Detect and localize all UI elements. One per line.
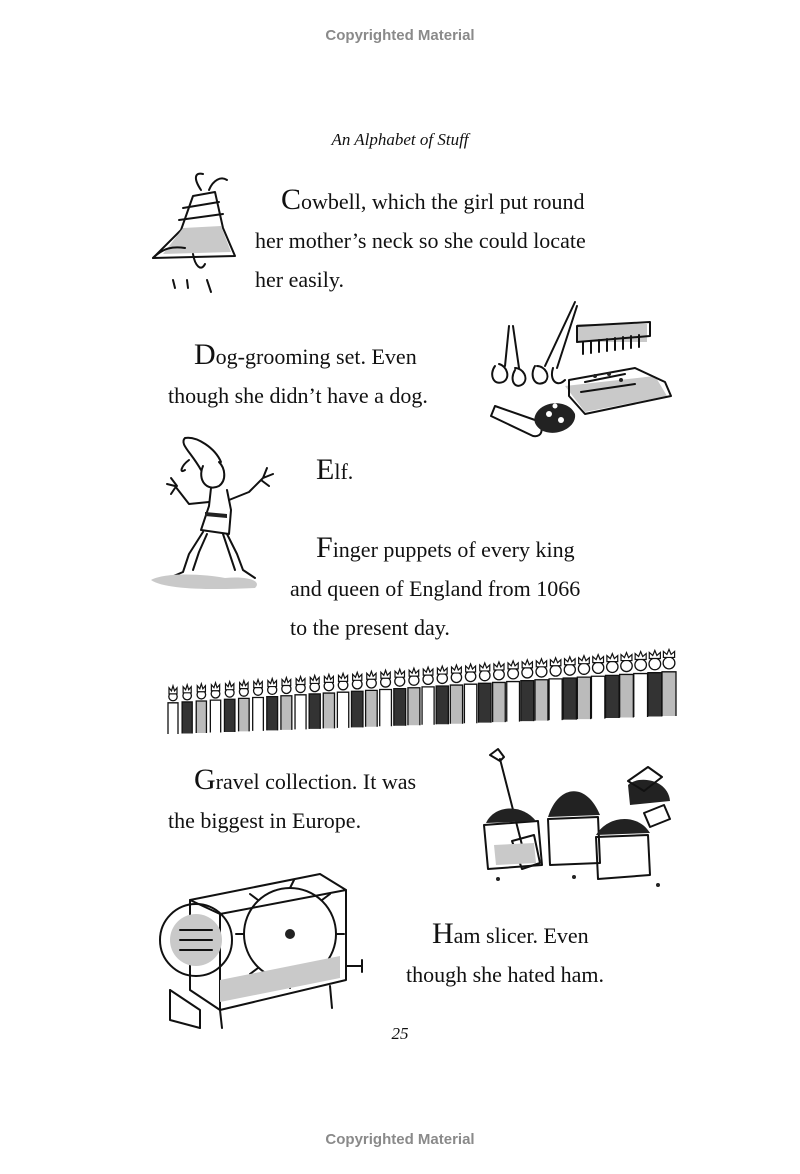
running-head: An Alphabet of Stuff	[331, 130, 469, 149]
page-number: 25	[391, 1024, 409, 1043]
puppet-figure	[380, 670, 392, 726]
puppet-figure	[422, 667, 434, 725]
gravel-collection-illustration	[478, 745, 678, 895]
dropcap-f: F	[316, 531, 333, 564]
puppet-figure	[450, 665, 462, 724]
puppet-figure	[210, 683, 220, 733]
puppet-figure	[224, 682, 234, 732]
puppet-figure	[620, 653, 634, 718]
entry-g: Gravel collection. It was the biggest in Europe.	[168, 763, 417, 833]
puppet-figure	[267, 679, 278, 731]
puppet-figure	[196, 684, 206, 733]
puppet-figure	[662, 649, 676, 716]
puppet-figure	[521, 660, 534, 721]
puppet-figure	[606, 654, 620, 718]
dropcap-e: E	[316, 453, 335, 486]
puppet-figure	[577, 656, 590, 719]
puppet-figure	[351, 672, 362, 727]
puppet-figure	[408, 668, 420, 725]
ham-slicer-illustration	[150, 870, 370, 1030]
finger-puppets-illustration	[165, 628, 680, 743]
dropcap-c: C	[281, 183, 302, 216]
entry-e: Elf.	[316, 453, 354, 486]
puppet-figure	[563, 657, 576, 720]
dropcap-d: D	[194, 338, 216, 371]
puppet-figure	[239, 681, 250, 732]
puppet-figure	[464, 664, 476, 723]
puppet-figure	[507, 661, 520, 722]
entry-h: Ham slicer. Even though she hated ham.	[406, 917, 604, 987]
puppet-figure	[394, 669, 406, 726]
puppet-figure	[549, 658, 562, 720]
puppet-figure	[253, 680, 264, 731]
puppet-figure	[493, 662, 506, 722]
entry-f: Finger puppets of every king and queen of England from 1066 to the present day.	[290, 531, 581, 640]
puppet-figure	[634, 652, 648, 718]
copyright-watermark-bottom: Copyrighted Material	[325, 1131, 475, 1148]
dog-grooming-illustration	[485, 296, 680, 456]
entry-d: Dog-grooming set. Even though she didn’t have a dog.	[168, 338, 428, 408]
elf-illustration	[145, 430, 285, 600]
puppet-figure	[323, 674, 334, 728]
dropcap-h: H	[432, 917, 454, 950]
puppet-figure	[479, 663, 492, 723]
puppet-figure	[366, 671, 378, 727]
puppet-figure	[309, 675, 320, 728]
puppet-figure	[182, 685, 192, 734]
cowbell-illustration	[143, 168, 238, 298]
entry-c: Cowbell, which the girl put round her mother’s neck so she could locate her easily.	[255, 183, 586, 292]
puppet-figure	[648, 650, 662, 716]
copyright-watermark-top: Copyrighted Material	[325, 27, 475, 44]
dropcap-g: G	[194, 763, 216, 796]
puppet-figure	[436, 666, 448, 724]
puppet-figure	[168, 686, 178, 734]
puppet-figure	[295, 676, 306, 729]
puppet-figure	[337, 673, 348, 727]
puppet-figure	[281, 678, 292, 730]
puppet-figure	[591, 655, 604, 719]
puppet-figure	[535, 659, 548, 721]
